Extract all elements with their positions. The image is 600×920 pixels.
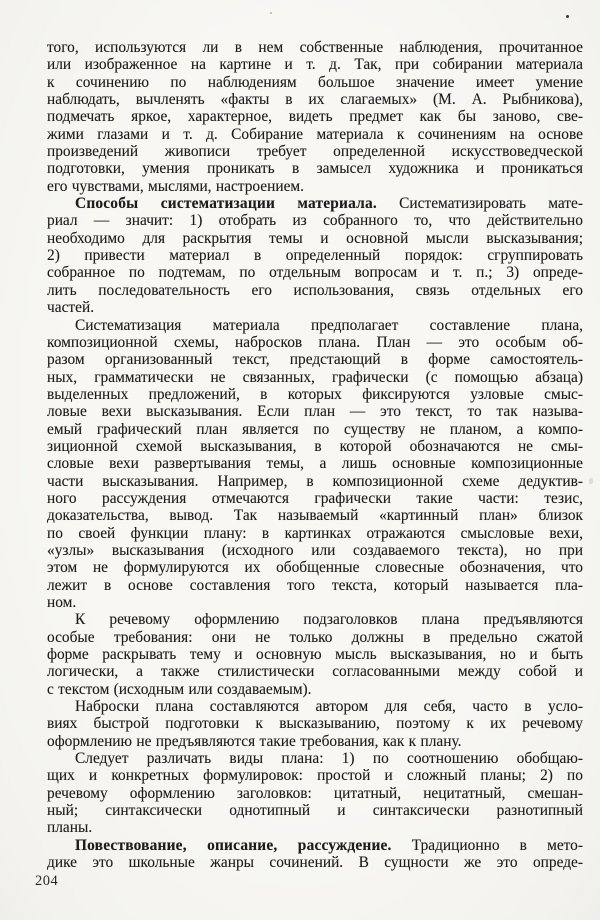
text-line bbox=[47, 785, 583, 802]
line-text: собранное по подтемам, по отдельным вопросам и т. п.; 3) опреде- bbox=[47, 264, 583, 282]
scan-speck bbox=[270, 12, 272, 14]
line-text: разом организованный текст, предстающий в форме самостоятель- bbox=[47, 351, 583, 369]
page-number: 204 bbox=[35, 873, 59, 889]
line-text: словые вехи развертывания темы, а лишь основные композиционные bbox=[47, 455, 583, 473]
line-text: К речевому оформлению подзаголовков плана предъявляются bbox=[75, 611, 583, 629]
text-line bbox=[47, 611, 583, 628]
line-text: Традиционно в мето- bbox=[411, 836, 583, 854]
text-line bbox=[47, 91, 583, 108]
text-line bbox=[47, 577, 583, 594]
scan-speck bbox=[566, 15, 569, 18]
text-line bbox=[47, 351, 583, 368]
line-text: подмечать яркое, характерное, видеть предмет как бы заново, све- bbox=[47, 108, 583, 126]
text-line bbox=[47, 143, 583, 160]
text-line bbox=[47, 663, 583, 680]
line-text: или изображенное на картине и т. д. Так, при собирании материала bbox=[47, 56, 583, 74]
text-line bbox=[47, 681, 583, 698]
text-line bbox=[47, 403, 583, 420]
text-line bbox=[47, 195, 583, 212]
text-line bbox=[47, 837, 583, 854]
line-text: оформлению не предъявляются такие требования, как к плану. bbox=[47, 732, 462, 750]
line-text: того, используются ли в нем собственные наблюдения, прочитанное bbox=[47, 39, 583, 56]
line-text: частей. bbox=[47, 299, 95, 317]
text-line bbox=[47, 490, 583, 507]
text-line bbox=[47, 594, 583, 611]
line-text: логически, а также стилистически согласованными между собой и bbox=[47, 663, 583, 681]
text-line bbox=[47, 160, 583, 177]
text-line bbox=[47, 646, 583, 663]
line-text: Систематизация материала предполагает составление плана, bbox=[75, 316, 583, 334]
line-text: планы. bbox=[47, 819, 93, 837]
text-line bbox=[47, 455, 583, 472]
paragraph bbox=[47, 837, 583, 872]
paragraph bbox=[47, 611, 583, 698]
text-line bbox=[47, 299, 583, 316]
text-line bbox=[47, 264, 583, 281]
text-line bbox=[47, 715, 583, 732]
line-text: форме раскрывать тему и основную мысль высказывания, но и быть bbox=[47, 646, 583, 664]
text-line bbox=[47, 559, 583, 576]
line-text: подготовки, умения проникать в замысел художника и проникаться bbox=[47, 160, 583, 178]
line-text: емый графический план является по существу не планом, а компо- bbox=[47, 420, 583, 438]
text-line bbox=[47, 212, 583, 229]
line-text: лежит в основе составления того текста, который называется пла- bbox=[47, 576, 583, 594]
text-line bbox=[47, 126, 583, 143]
line-text: виях быстрой подготовки к высказыванию, поэтому к их речевому bbox=[47, 715, 583, 733]
line-text: с текстом (исходным или создаваемым). bbox=[47, 680, 312, 698]
text-line bbox=[47, 767, 583, 784]
text-line bbox=[47, 282, 583, 299]
line-text: речевому оформлению заголовков: цитатный, нецитатный, смешан- bbox=[47, 784, 583, 802]
text-line bbox=[47, 802, 583, 819]
text-line bbox=[47, 334, 583, 351]
text-line bbox=[47, 230, 583, 247]
text-line bbox=[47, 178, 583, 195]
line-text: выделенных предложений, в которых фиксируются узловые смыс- bbox=[47, 385, 583, 403]
line-text: 2) привести материал в определенный порядок: сгруппировать bbox=[47, 247, 583, 265]
line-text: жими глазами и т. д. Собирание материала к сочинениям на основе bbox=[47, 125, 583, 143]
text-block bbox=[47, 39, 583, 872]
line-text: «узлы» высказывания (исходного или создаваемого текста), но при bbox=[47, 541, 583, 559]
line-text: по своей функции плану: в картинках отражаются смысловые вехи, bbox=[47, 524, 583, 542]
text-line bbox=[47, 108, 583, 125]
text-line bbox=[47, 317, 583, 334]
text-line bbox=[47, 525, 583, 542]
line-text: зиционной схемой высказывания, в которой обозначаются не смы- bbox=[47, 437, 583, 455]
run-in-heading: Повествование, описание, рассуждение. bbox=[75, 836, 392, 854]
paragraph bbox=[47, 195, 583, 316]
line-text: риал — значит: 1) отобрать из собранного то, что действительно bbox=[47, 212, 583, 230]
text-line bbox=[47, 854, 583, 871]
text-line bbox=[47, 473, 583, 490]
line-text: его чувствами, мыслями, настроением. bbox=[47, 177, 304, 195]
scan-speck bbox=[589, 478, 593, 484]
text-line bbox=[47, 39, 583, 56]
text-line bbox=[47, 698, 583, 715]
line-text: ный; синтаксически однотипный и синтаксически разнотипный bbox=[47, 802, 583, 820]
line-text: ном. bbox=[47, 594, 77, 611]
text-line bbox=[47, 819, 583, 836]
line-text: дике это школьные жанры сочинений. В сущности же это опреде- bbox=[47, 854, 583, 872]
text-line bbox=[47, 750, 583, 767]
line-text: щих и конкретных формулировок: простой и сложный планы; 2) по bbox=[47, 767, 583, 785]
text-line bbox=[47, 247, 583, 264]
run-in-heading: Способы систематизации материала. bbox=[75, 195, 377, 213]
line-text: ного рассуждения отмечаются графически такие части: тезис, bbox=[47, 489, 583, 507]
paragraph bbox=[47, 698, 583, 750]
line-text: композиционной схемы, набросков плана. План — это особым об- bbox=[47, 333, 583, 351]
text-line bbox=[47, 507, 583, 524]
paragraph bbox=[47, 317, 583, 612]
paragraph bbox=[47, 39, 583, 195]
text-line bbox=[47, 386, 583, 403]
line-text: Наброски плана составляются автором для себя, часто в усло- bbox=[75, 698, 583, 716]
text-line bbox=[47, 74, 583, 91]
line-text: необходимо для раскрытия темы и основной мысли высказывания; bbox=[47, 229, 583, 247]
line-text: доказательства, вывод. Так называемый «картинный план» близок bbox=[47, 507, 583, 525]
line-text: наблюдать, вычленять «факты в их слагаемых» (М. А. Рыбникова), bbox=[47, 91, 583, 109]
line-text: особые требования: они не только должны в предельно сжатой bbox=[47, 628, 583, 646]
text-line bbox=[47, 438, 583, 455]
line-text: ловые вехи высказывания. Если план — это текст, то так называ- bbox=[47, 403, 583, 421]
text-line bbox=[47, 629, 583, 646]
text-line bbox=[47, 421, 583, 438]
text-line bbox=[47, 542, 583, 559]
line-text: Следует различать виды плана: 1) по соотношению обобщаю- bbox=[75, 750, 583, 768]
line-text: произведений живописи требует определенной искусствоведческой bbox=[47, 143, 583, 161]
line-text: лить последовательность его использования, связь отдельных его bbox=[47, 281, 583, 299]
text-line bbox=[47, 733, 583, 750]
line-text: Систематизировать мате- bbox=[399, 195, 583, 213]
line-text: к сочинению по наблюдениям большое значение имеет умение bbox=[47, 73, 583, 91]
text-line bbox=[47, 369, 583, 386]
line-text: этом не формулируются их обобщенные словесные обозначения, что bbox=[47, 559, 583, 577]
line-text: части высказывания. Например, в композиционной схеме дедуктив- bbox=[47, 472, 583, 490]
paragraph bbox=[47, 750, 583, 837]
line-text: ных, грамматически не связанных, графически (с помощью абзаца) bbox=[47, 368, 583, 386]
text-line bbox=[47, 56, 583, 73]
